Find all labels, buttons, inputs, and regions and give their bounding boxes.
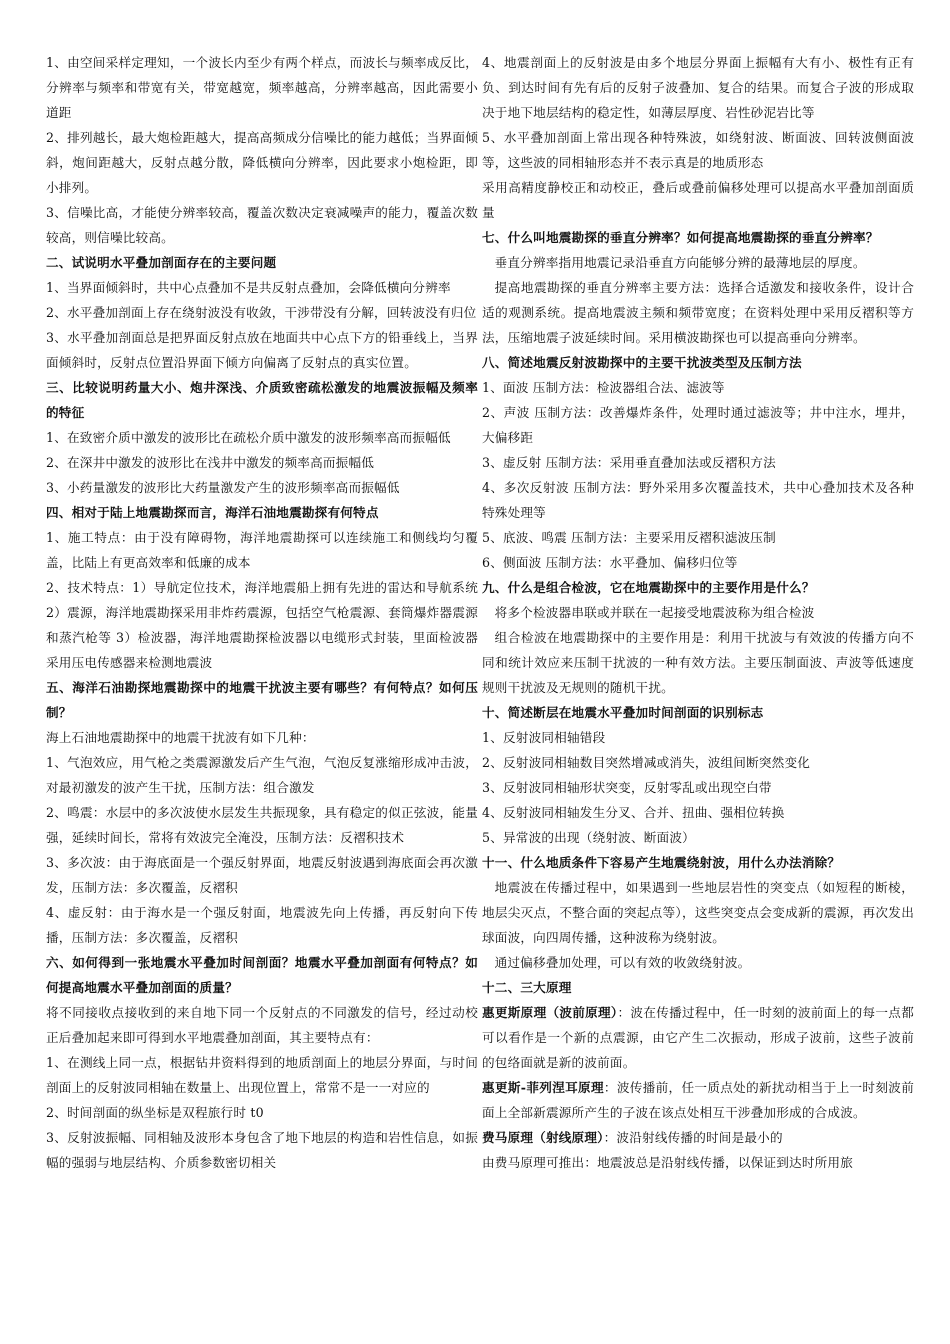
paragraph: 1、反射波同相轴错段 xyxy=(482,730,606,745)
document-page xyxy=(46,50,914,1320)
paragraph: 4、虚反射：由于海水是一个强反射面，地震波先向上传播，再反射向下传播，压制方法：多次覆盖，反褶积 xyxy=(46,905,478,945)
principle-text: ：波沿射线传播的时间是最小的 xyxy=(603,1130,783,1145)
paragraph: 2、技术特点：1）导航定位技术，海洋地震船上拥有先进的雷达和导航系统 2）震源，海洋地震勘探采用非炸药震源，包括空气枪震源、套筒爆炸器震源和蒸汽枪等 3）检波器，海洋地震勘探检波器以电缆形式封装，里面检波器采用压电传感器来检测地震波 xyxy=(46,580,478,670)
section-heading: 十二、三大原理 xyxy=(482,980,572,995)
paragraph: 1、当界面倾斜时，共中心点叠加不是共反射点叠加，会降低横向分辨率 xyxy=(46,280,451,295)
paragraph: 由费马原理可推出：地震波总是沿射线传播，以保证到达时所用旅 xyxy=(482,1155,854,1170)
section-heading: 二、试说明水平叠加剖面存在的主要问题 xyxy=(46,255,277,270)
principle-text: ：波传播前，任一质点处的新扰动相当于上一时刻波前面上全部新震源所产生的子波在该点处相互干涉叠加形成的合成波。 xyxy=(482,1080,914,1120)
paragraph: 1、气泡效应，用气枪之类震源激发后产生气泡，气泡反复涨缩形成冲击波，对最初激发的波产生干扰，压制方法：组合激发 xyxy=(46,755,478,795)
paragraph: 1、施工特点：由于没有障碍物，海洋地震勘探可以连续施工和侧线均匀覆盖，比陆上有更高效率和低廉的成本 xyxy=(46,530,478,570)
section-heading: 十一、什么地质条件下容易产生地震绕射波，用什么办法消除？ xyxy=(482,855,841,870)
section-heading: 六、如何得到一张地震水平叠加时间剖面？地震水平叠加剖面有何特点？如何提高地震水平叠加剖面的质量？ xyxy=(46,955,478,995)
paragraph: 3、多次波：由于海底面是一个强反射界面，地震反射波遇到海底面会再次激发，压制方法：多次覆盖，反褶积 xyxy=(46,855,478,895)
principle-term: 惠更斯-菲列涅耳原理 xyxy=(482,1080,604,1095)
principle-term: 惠更斯原理（波前原理） xyxy=(482,1005,618,1020)
paragraph: 3、反射波同相轴形状突变，反射零乱或出现空白带 xyxy=(482,780,772,795)
paragraph: 将多个检波器串联或并联在一起接受地震波称为组合检波 xyxy=(494,605,815,620)
paragraph: 3、水平叠加剖面总是把界面反射点放在地面共中心点下方的铅垂线上，当界面倾斜时，反射点位置沿界面下倾方向偏离了反射点的真实位置。 xyxy=(46,330,478,370)
principle-paragraph xyxy=(482,1000,914,1075)
principle-paragraph xyxy=(482,1075,914,1125)
paragraph: 5、底波、鸣震 压制方法：主要采用反褶积滤波压制 xyxy=(482,530,776,545)
paragraph: 海上石油地震勘探中的地震干扰波有如下几种： xyxy=(46,730,315,745)
section-heading: 四、相对于陆上地震勘探而言，海洋石油地震勘探有何特点 xyxy=(46,505,379,520)
paragraph: 3、信噪比高，才能使分辨率较高，覆盖次数决定衰减噪声的能力，覆盖次数较高，则信噪比较高。 xyxy=(46,205,478,245)
paragraph: 2、反射波同相轴数目突然增减或消失，波组间断突然变化 xyxy=(482,755,811,770)
paragraph: 4、反射波同相轴发生分叉、合并、扭曲、强相位转换 xyxy=(482,805,785,820)
paragraph: 采用高精度静校正和动校正，叠后或叠前偏移处理可以提高水平叠加剖面质量 xyxy=(482,180,914,220)
paragraph: 提高地震勘探的垂直分辨率主要方法：选择合适激发和接收条件，设计合适的观测系统。提高地震波主频和频带宽度；在资料处理中采用反褶积等方法，压缩地震子波延续时间。采用横波勘探也可以提高垂向分辨率。 xyxy=(482,280,914,345)
paragraph: 2、在深井中激发的波形比在浅井中激发的频率高而振幅低 xyxy=(46,455,375,470)
section-heading: 八、简述地震反射波勘探中的主要干扰波类型及压制方法 xyxy=(482,355,802,370)
paragraph: 3、虚反射 压制方法：采用垂直叠加法或反褶积方法 xyxy=(482,455,776,470)
principle-term: 费马原理（射线原理） xyxy=(482,1130,604,1145)
paragraph: 通过偏移叠加处理，可以有效的收敛绕射波。 xyxy=(494,955,751,970)
paragraph: 6、侧面波 压制方法：水平叠加、偏移归位等 xyxy=(482,555,738,570)
paragraph: 1、面波 压制方法：检波器组合法、滤波等 xyxy=(482,380,725,395)
section-heading: 十、简述断层在地震水平叠加时间剖面的识别标志 xyxy=(482,705,764,720)
paragraph: 1、由空间采样定理知，一个波长内至少有两个样点，而波长与频率成反比，分辨率与频率和带宽有关，带宽越宽，频率越高，分辨率越高，因此需要小道距 xyxy=(46,55,478,120)
paragraph: 4、多次反射波 压制方法：野外采用多次覆盖技术，共中心叠加技术及各种特殊处理等 xyxy=(482,480,914,520)
paragraph: 2、鸣震：水层中的多次波使水层发生共振现象，具有稳定的似正弦波，能量强，延续时间长，常将有效波完全淹没，压制方法：反褶积技术 xyxy=(46,805,478,845)
paragraph: 3、反射波振幅、同相轴及波形本身包含了地下地层的构造和岩性信息，如振幅的强弱与地层结构、介质参数密切相关 xyxy=(46,1130,478,1170)
section-heading: 五、海洋石油勘探地震勘探中的地震干扰波主要有哪些？有何特点？如何压制？ xyxy=(46,680,478,720)
paragraph: 5、水平叠加剖面上常出现各种特殊波，如绕射波、断面波、回转波侧面波等，这些波的同相轴形态并不表示真是的地质形态 xyxy=(482,130,914,170)
paragraph: 2、声波 压制方法：改善爆炸条件，处理时通过滤波等；井中注水，埋井，大偏移距 xyxy=(482,405,914,445)
paragraph: 5、异常波的出现（绕射波、断面波） xyxy=(482,830,695,845)
principle-paragraph xyxy=(482,1125,914,1150)
left-column xyxy=(46,50,478,1320)
section-heading: 九、什么是组合检波，它在地震勘探中的主要作用是什么？ xyxy=(482,580,815,595)
paragraph: 2、排列越长，最大炮检距越大，提高高频成分信噪比的能力越低；当界面倾斜，炮间距越大，反射点越分散，降低横向分辨率，因此要求小炮检距，即小排列。 xyxy=(46,130,478,195)
section-heading: 三、比较说明药量大小、炮井深浅、介质致密疏松激发的地震波振幅及频率的特征 xyxy=(46,380,478,420)
paragraph: 地震波在传播过程中，如果遇到一些地层岩性的突变点（如短程的断棱，地层尖灭点，不整合面的突起点等），这些突变点会变成新的震源，再次发出球面波，向四周传播，这种波称为绕射波。 xyxy=(482,880,914,945)
paragraph: 将不同接收点接收到的来自地下同一个反射点的不同激发的信号，经过动校正后叠加起来即可得到水平地震叠加剖面，其主要特点有： xyxy=(46,1005,478,1045)
paragraph: 2、水平叠加剖面上存在绕射波没有收敛，干涉带没有分解，回转波没有归位 xyxy=(46,305,477,320)
paragraph: 垂直分辨率指用地震记录沿垂直方向能够分辨的最薄地层的厚度。 xyxy=(494,255,866,270)
paragraph: 组合检波在地震勘探中的主要作用是：利用干扰波与有效波的传播方向不同和统计效应来压制干扰波的一种有效方法。主要压制面波、声波等低速度规则干扰波及无规则的随机干扰。 xyxy=(482,630,914,695)
right-column xyxy=(482,50,914,1320)
paragraph: 4、地震剖面上的反射波是由多个地层分界面上振幅有大有小、极性有正有负、到达时间有先有后的反射子波叠加、复合的结果。而复合子波的形成取决于地下地层结构的稳定性，如薄层厚度、岩性砂泥岩比等 xyxy=(482,55,914,120)
paragraph: 1、在致密介质中激发的波形比在疏松介质中激发的波形频率高而振幅低 xyxy=(46,430,451,445)
paragraph: 3、小药量激发的波形比大药量激发产生的波形频率高而振幅低 xyxy=(46,480,400,495)
section-heading: 七、什么叫地震勘探的垂直分辨率？如何提高地震勘探的垂直分辨率？ xyxy=(482,230,879,245)
paragraph: 1、在测线上同一点，根据钻井资料得到的地质剖面上的地层分界面，与时间剖面上的反射波同相轴在数量上、出现位置上，常常不是一一对应的 xyxy=(46,1055,478,1095)
paragraph: 2、时间剖面的纵坐标是双程旅行时 t0 xyxy=(46,1105,264,1120)
principle-text: ：波在传播过程中，任一时刻的波前面上的每一点都可以看作是一个新的点震源，由它产生二次振动，形成子波前，这些子波前的包络面就是新的波前面。 xyxy=(482,1005,914,1070)
